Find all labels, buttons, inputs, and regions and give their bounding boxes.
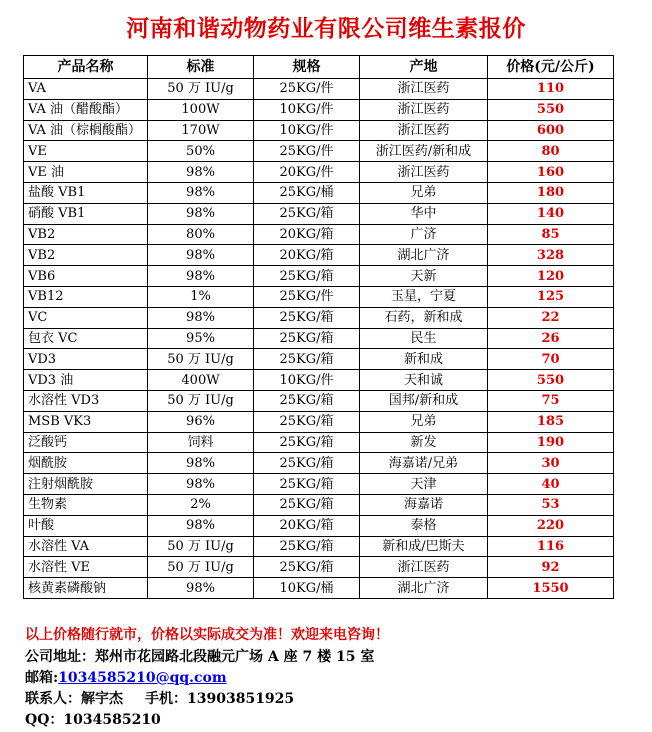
product-name-cell: 水溶性 VE <box>24 557 148 578</box>
price-cell: 125 <box>488 286 614 307</box>
product-name-cell: VB6 <box>24 266 148 287</box>
table-row <box>24 120 614 141</box>
pack-cell: 25KG/件 <box>254 141 360 162</box>
pack-cell: 10KG/件 <box>254 120 360 141</box>
origin-cell: 石药，新和成 <box>360 307 488 328</box>
table-row <box>24 307 614 328</box>
price-cell: 185 <box>488 411 614 432</box>
origin-cell: 玉星，宁夏 <box>360 286 488 307</box>
spec-cell: 50 万 IU/g <box>148 390 254 411</box>
price-cell: 53 <box>488 494 614 515</box>
spec-cell: 96% <box>148 411 254 432</box>
spec-cell: 2% <box>148 494 254 515</box>
pack-cell: 25KG/箱 <box>254 203 360 224</box>
price-cell: 180 <box>488 182 614 203</box>
origin-cell: 湖北广济 <box>360 578 488 599</box>
header-pack: 规格 <box>254 56 360 79</box>
table-row <box>24 245 614 266</box>
origin-cell: 广济 <box>360 224 488 245</box>
origin-cell: 海嘉诺/兄弟 <box>360 453 488 474</box>
spec-cell: 50 万 IU/g <box>148 536 254 557</box>
pack-cell: 25KG/箱 <box>254 536 360 557</box>
table-row <box>24 515 614 536</box>
pack-cell: 20KG/件 <box>254 162 360 183</box>
pack-cell: 20KG/箱 <box>254 245 360 266</box>
table-row <box>24 474 614 495</box>
spec-cell: 98% <box>148 578 254 599</box>
spec-cell: 50 万 IU/g <box>148 349 254 370</box>
contact-person: 联系人：解宇杰 <box>25 691 123 707</box>
spec-cell: 98% <box>148 453 254 474</box>
table-row <box>24 578 614 599</box>
origin-cell: 浙江医药 <box>360 120 488 141</box>
phone-number: 手机：13903851925 <box>145 691 295 707</box>
product-name-cell: VB2 <box>24 224 148 245</box>
header-product-name: 产品名称 <box>24 56 148 79</box>
table-row <box>24 453 614 474</box>
pack-cell: 25KG/桶 <box>254 182 360 203</box>
price-cell: 550 <box>488 370 614 391</box>
product-name-cell: 注射烟酰胺 <box>24 474 148 495</box>
product-name-cell: VB2 <box>24 245 148 266</box>
price-notice: 以上价格随行就市，价格以实际成交为准！欢迎来电咨询！ <box>25 627 389 643</box>
pack-cell: 20KG/箱 <box>254 224 360 245</box>
product-name-cell: 水溶性 VD3 <box>24 390 148 411</box>
price-cell: 110 <box>488 79 614 100</box>
pack-cell: 25KG/箱 <box>254 411 360 432</box>
page-title: 河南和谐动物药业有限公司维生素报价 <box>126 15 526 42</box>
table-row <box>24 432 614 453</box>
table-row <box>24 162 614 183</box>
table-row <box>24 328 614 349</box>
price-cell: 600 <box>488 120 614 141</box>
spec-cell: 50% <box>148 141 254 162</box>
origin-cell: 兄弟 <box>360 182 488 203</box>
product-name-cell: 硝酸 VB1 <box>24 203 148 224</box>
table-header-row <box>24 56 614 79</box>
spec-cell: 170W <box>148 120 254 141</box>
table-row <box>24 557 614 578</box>
price-cell: 190 <box>488 432 614 453</box>
table-row <box>24 224 614 245</box>
table-row <box>24 99 614 120</box>
pack-cell: 25KG/箱 <box>254 557 360 578</box>
product-name-cell: 泛酸钙 <box>24 432 148 453</box>
price-cell: 40 <box>488 474 614 495</box>
price-cell: 140 <box>488 203 614 224</box>
spec-cell: 98% <box>148 162 254 183</box>
pack-cell: 25KG/件 <box>254 79 360 100</box>
product-name-cell: 核黄素磷酸钠 <box>24 578 148 599</box>
price-cell: 120 <box>488 266 614 287</box>
product-name-cell: VA 油（棕榈酸酯） <box>24 120 148 141</box>
pack-cell: 20KG/箱 <box>254 515 360 536</box>
email-line <box>25 667 227 687</box>
table-row <box>24 203 614 224</box>
price-cell: 92 <box>488 557 614 578</box>
header-origin: 产地 <box>360 56 488 79</box>
price-cell: 30 <box>488 453 614 474</box>
price-cell: 80 <box>488 141 614 162</box>
origin-cell: 浙江医药 <box>360 557 488 578</box>
origin-cell: 兄弟 <box>360 411 488 432</box>
table-row <box>24 141 614 162</box>
product-name-cell: 烟酰胺 <box>24 453 148 474</box>
pack-cell: 25KG/箱 <box>254 349 360 370</box>
origin-cell: 新和成/巴斯夫 <box>360 536 488 557</box>
email-link[interactable]: 1034585210@qq.com <box>58 670 227 686</box>
price-cell: 160 <box>488 162 614 183</box>
email-label: 邮箱: <box>25 670 59 686</box>
table-row <box>24 536 614 557</box>
origin-cell: 天津 <box>360 474 488 495</box>
spec-cell: 50 万 IU/g <box>148 557 254 578</box>
table-row <box>24 494 614 515</box>
pack-cell: 10KG/桶 <box>254 578 360 599</box>
origin-cell: 泰格 <box>360 515 488 536</box>
spec-cell: 95% <box>148 328 254 349</box>
product-name-cell: VC <box>24 307 148 328</box>
company-address: 公司地址：郑州市花园路北段融元广场 A 座 7 楼 15 室 <box>25 649 375 665</box>
spec-cell: 50 万 IU/g <box>148 79 254 100</box>
header-price: 价格(元/公斤) <box>488 56 614 79</box>
price-cell: 75 <box>488 390 614 411</box>
spec-cell: 98% <box>148 266 254 287</box>
spec-cell: 98% <box>148 182 254 203</box>
pack-cell: 10KG/件 <box>254 370 360 391</box>
pack-cell: 25KG/箱 <box>254 453 360 474</box>
product-name-cell: MSB VK3 <box>24 411 148 432</box>
pack-cell: 25KG/箱 <box>254 266 360 287</box>
spec-cell: 98% <box>148 515 254 536</box>
product-name-cell: 叶酸 <box>24 515 148 536</box>
pack-cell: 25KG/箱 <box>254 307 360 328</box>
price-cell: 70 <box>488 349 614 370</box>
spec-cell: 98% <box>148 203 254 224</box>
price-cell: 1550 <box>488 578 614 599</box>
origin-cell: 海嘉诺 <box>360 494 488 515</box>
price-cell: 220 <box>488 515 614 536</box>
table-row <box>24 370 614 391</box>
table-row <box>24 266 614 287</box>
pack-cell: 25KG/箱 <box>254 474 360 495</box>
origin-cell: 浙江医药/新和成 <box>360 141 488 162</box>
product-name-cell: VE 油 <box>24 162 148 183</box>
product-name-cell: 生物素 <box>24 494 148 515</box>
origin-cell: 新发 <box>360 432 488 453</box>
origin-cell: 民生 <box>360 328 488 349</box>
pack-cell: 25KG/箱 <box>254 494 360 515</box>
spec-cell: 100W <box>148 99 254 120</box>
product-name-cell: VA 油（醋酸酯） <box>24 99 148 120</box>
price-cell: 26 <box>488 328 614 349</box>
table-row <box>24 182 614 203</box>
table-row <box>24 286 614 307</box>
origin-cell: 华中 <box>360 203 488 224</box>
price-cell: 116 <box>488 536 614 557</box>
spec-cell: 1% <box>148 286 254 307</box>
product-name-cell: 水溶性 VA <box>24 536 148 557</box>
origin-cell: 天和诚 <box>360 370 488 391</box>
origin-cell: 新和成 <box>360 349 488 370</box>
price-cell: 22 <box>488 307 614 328</box>
pack-cell: 25KG/件 <box>254 286 360 307</box>
pack-cell: 10KG/件 <box>254 99 360 120</box>
pack-cell: 25KG/箱 <box>254 432 360 453</box>
origin-cell: 浙江医药 <box>360 79 488 100</box>
price-table <box>23 55 614 599</box>
table-row <box>24 79 614 100</box>
header-spec: 标准 <box>148 56 254 79</box>
table-row <box>24 390 614 411</box>
product-name-cell: VD3 <box>24 349 148 370</box>
price-cell: 85 <box>488 224 614 245</box>
qq-line: QQ：1034585210 <box>25 712 161 728</box>
product-name-cell: VE <box>24 141 148 162</box>
spec-cell: 98% <box>148 474 254 495</box>
contact-line <box>25 688 294 708</box>
origin-cell: 湖北广济 <box>360 245 488 266</box>
origin-cell: 天新 <box>360 266 488 287</box>
spec-cell: 饲料 <box>148 432 254 453</box>
spec-cell: 98% <box>148 245 254 266</box>
product-name-cell: 包衣 VC <box>24 328 148 349</box>
price-cell: 328 <box>488 245 614 266</box>
table-row <box>24 411 614 432</box>
origin-cell: 国邦/新和成 <box>360 390 488 411</box>
table-row <box>24 349 614 370</box>
spec-cell: 80% <box>148 224 254 245</box>
pack-cell: 25KG/箱 <box>254 390 360 411</box>
table-body <box>24 79 614 599</box>
origin-cell: 浙江医药 <box>360 99 488 120</box>
pack-cell: 25KG/箱 <box>254 328 360 349</box>
spec-cell: 400W <box>148 370 254 391</box>
price-cell: 550 <box>488 99 614 120</box>
product-name-cell: 盐酸 VB1 <box>24 182 148 203</box>
product-name-cell: VA <box>24 79 148 100</box>
product-name-cell: VB12 <box>24 286 148 307</box>
spec-cell: 98% <box>148 307 254 328</box>
product-name-cell: VD3 油 <box>24 370 148 391</box>
origin-cell: 浙江医药 <box>360 162 488 183</box>
